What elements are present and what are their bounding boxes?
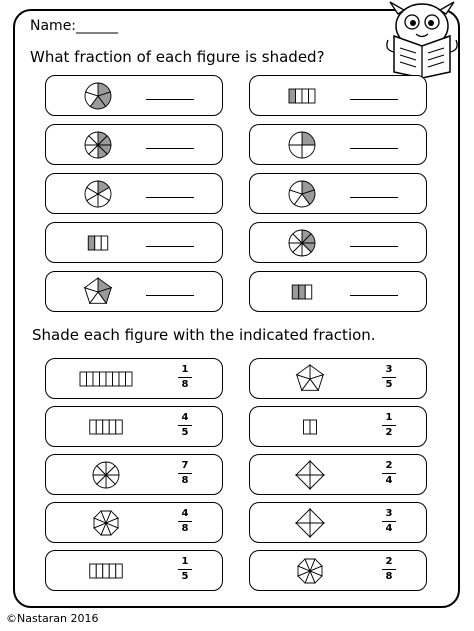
- figure-cell: [88, 236, 95, 250]
- pentagon-figure[interactable]: [250, 359, 350, 399]
- figure-sector: [296, 509, 310, 523]
- figure-cell: [101, 236, 108, 250]
- fraction-numerator: 7: [181, 460, 189, 471]
- octagon-figure[interactable]: [250, 551, 350, 591]
- fraction-denominator: 8: [181, 379, 189, 390]
- figure-cell: [116, 564, 123, 578]
- fraction-denominator: 8: [181, 475, 189, 486]
- answer-blank[interactable]: [350, 197, 398, 198]
- answer-blank[interactable]: [350, 99, 398, 100]
- fraction-denominator: 8: [181, 523, 189, 534]
- figure-cell: [95, 236, 102, 250]
- section2-instruction: Shade each figure with the indicated fraction.: [32, 326, 376, 344]
- figure-cell: [116, 420, 123, 434]
- fraction-numerator: 1: [385, 412, 393, 423]
- shade-card: [45, 502, 223, 543]
- figure-cell: [302, 89, 309, 103]
- identify-card: [45, 173, 223, 214]
- target-fraction: [174, 555, 196, 584]
- diamond-figure[interactable]: [250, 503, 350, 543]
- rectangle-figure[interactable]: [46, 359, 146, 399]
- figure-sector: [310, 509, 324, 523]
- figure-cell: [113, 372, 120, 386]
- fraction-denominator: 8: [385, 571, 393, 582]
- copyright-footer: ©Nastaran 2016: [6, 612, 99, 625]
- answer-blank[interactable]: [146, 295, 194, 296]
- rectangle-figure[interactable]: [46, 551, 146, 591]
- figure-cell: [96, 564, 103, 578]
- rectangle-figure[interactable]: [46, 223, 126, 263]
- target-fraction: [378, 507, 400, 536]
- shade-card: [249, 502, 427, 543]
- target-fraction: [378, 555, 400, 584]
- figure-cell: [305, 285, 312, 299]
- target-fraction: [378, 459, 400, 488]
- figure-cell: [310, 420, 317, 434]
- identify-card: [45, 271, 223, 312]
- figure-cell: [96, 420, 103, 434]
- identify-card: [45, 222, 223, 263]
- shade-card: [249, 406, 427, 447]
- target-fraction: [174, 459, 196, 488]
- reading-monster-illustration: [374, 0, 470, 78]
- answer-blank[interactable]: [350, 148, 398, 149]
- pentagon-figure[interactable]: [46, 272, 126, 312]
- shade-card: [45, 550, 223, 591]
- figure-cell: [90, 564, 97, 578]
- section1-instruction: What fraction of each figure is shaded?: [30, 48, 325, 66]
- fraction-numerator: 1: [181, 556, 189, 567]
- figure-cell: [103, 420, 110, 434]
- figure-cell: [90, 420, 97, 434]
- figure-cell: [109, 564, 116, 578]
- circle-figure[interactable]: [46, 174, 126, 214]
- octagon-figure[interactable]: [46, 503, 146, 543]
- diamond-figure[interactable]: [250, 455, 350, 495]
- rectangle-figure[interactable]: [250, 76, 330, 116]
- figure-sector: [302, 145, 315, 158]
- circle-figure[interactable]: [250, 223, 330, 263]
- shade-card: [45, 358, 223, 399]
- answer-blank[interactable]: [146, 148, 194, 149]
- figure-sector: [296, 461, 310, 475]
- figure-cell: [80, 372, 87, 386]
- shade-card: [249, 454, 427, 495]
- fraction-numerator: 1: [181, 364, 189, 375]
- figure-cell: [119, 372, 126, 386]
- circle-figure[interactable]: [46, 455, 146, 495]
- answer-blank[interactable]: [350, 295, 398, 296]
- target-fraction: [378, 411, 400, 440]
- fraction-numerator: 3: [385, 364, 393, 375]
- rectangle-figure[interactable]: [250, 272, 330, 312]
- fraction-denominator: 5: [181, 427, 189, 438]
- rectangle-figure[interactable]: [250, 407, 350, 447]
- identify-card: [249, 124, 427, 165]
- figure-cell: [289, 89, 296, 103]
- shade-card: [249, 550, 427, 591]
- shade-card: [45, 454, 223, 495]
- circle-figure[interactable]: [46, 125, 126, 165]
- identify-card: [249, 173, 427, 214]
- fraction-denominator: 5: [385, 379, 393, 390]
- figure-sector: [296, 475, 310, 489]
- fraction-denominator: 2: [385, 427, 393, 438]
- answer-blank[interactable]: [146, 197, 194, 198]
- identify-card: [249, 222, 427, 263]
- identify-card: [249, 271, 427, 312]
- answer-blank[interactable]: [350, 246, 398, 247]
- figure-cell: [106, 372, 113, 386]
- figure-cell: [309, 89, 316, 103]
- circle-figure[interactable]: [250, 125, 330, 165]
- figure-cell: [296, 89, 303, 103]
- answer-blank[interactable]: [146, 246, 194, 247]
- circle-figure[interactable]: [46, 76, 126, 116]
- figure-cell: [100, 372, 107, 386]
- figure-cell: [292, 285, 299, 299]
- figure-cell: [126, 372, 133, 386]
- figure-cell: [304, 420, 311, 434]
- fraction-numerator: 3: [385, 508, 393, 519]
- target-fraction: [378, 363, 400, 392]
- rectangle-figure[interactable]: [46, 407, 146, 447]
- name-field-label: Name:______: [30, 18, 119, 34]
- fraction-numerator: 4: [181, 508, 189, 519]
- fraction-numerator: 4: [181, 412, 189, 423]
- identify-card: [249, 75, 427, 116]
- circle-figure[interactable]: [250, 174, 330, 214]
- shade-card: [45, 406, 223, 447]
- figure-sector: [310, 461, 324, 475]
- figure-sector: [310, 475, 324, 489]
- shade-card: [249, 358, 427, 399]
- fraction-denominator: 4: [385, 475, 393, 486]
- answer-blank[interactable]: [146, 99, 194, 100]
- figure-sector: [289, 132, 302, 145]
- identify-card: [45, 75, 223, 116]
- figure-sector: [296, 523, 310, 537]
- figure-cell: [87, 372, 94, 386]
- target-fraction: [174, 363, 196, 392]
- fraction-denominator: 4: [385, 523, 393, 534]
- figure-cell: [299, 285, 306, 299]
- target-fraction: [174, 507, 196, 536]
- figure-cell: [93, 372, 100, 386]
- figure-sector: [310, 523, 324, 537]
- target-fraction: [174, 411, 196, 440]
- fraction-denominator: 5: [181, 571, 189, 582]
- figure-cell: [103, 564, 110, 578]
- figure-cell: [109, 420, 116, 434]
- fraction-numerator: 2: [385, 556, 393, 567]
- fraction-numerator: 2: [385, 460, 393, 471]
- figure-sector: [302, 132, 315, 145]
- identify-card: [45, 124, 223, 165]
- figure-sector: [289, 145, 302, 158]
